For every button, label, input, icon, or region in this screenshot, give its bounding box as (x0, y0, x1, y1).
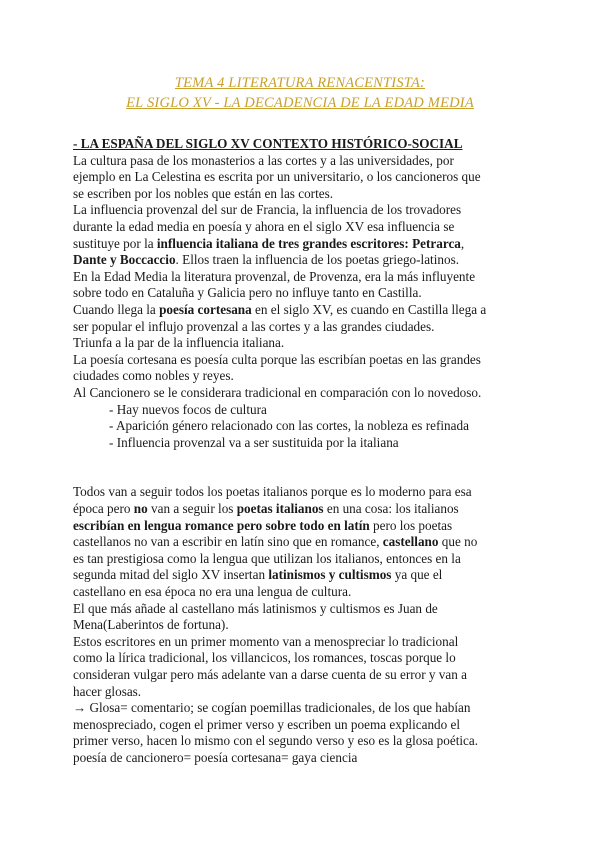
text-line: ejemplo en La Celestina es escrita por un universitario, o los cancioneros que (73, 169, 481, 185)
bullet-item: - Hay nuevos focos de cultura (109, 401, 267, 417)
text-line: castellano en esa época no era una lengua de cultura. (73, 584, 352, 600)
text-line: época pero no van a seguir los poetas italianos en una cosa: los italianos (73, 501, 459, 517)
bullet-item: - Influencia provenzal va a ser sustituida por la italiana (109, 434, 399, 450)
text-line: menospreciado, cogen el primer verso y escriben un poema explicando el (73, 716, 461, 732)
text-line: El que más añade al castellano más latinismos y cultismos es Juan de (73, 600, 438, 616)
text-line: segunda mitad del siglo XV insertan latinismos y cultismos ya que el (73, 567, 443, 583)
text-line: castellanos no van a escribir en latín sino que en romance, castellano que no (73, 534, 478, 550)
text-line: La cultura pasa de los monasterios a las cortes y a las universidades, por (73, 152, 454, 168)
text-line: escribían en lengua romance pero sobre todo en latín pero los poetas (73, 517, 453, 533)
text-line: Al Cancionero se le considerara tradicional en comparación con lo novedoso. (73, 384, 482, 400)
text-line: La poesía cortesana es poesía culta porque las escribían poetas en las grandes (73, 351, 481, 367)
text-line: primer verso, hacen lo mismo con el segundo verso y eso es la glosa poética. (73, 733, 479, 749)
text-line: ser popular el influjo provenzal a las cortes y a las grandes ciudades. (73, 318, 435, 334)
text-line: poesía de cancionero= poesía cortesana= gaya ciencia (73, 749, 358, 765)
text-line: durante la edad media en poesía y ahora en el siglo XV esa influencia se (73, 218, 455, 234)
section-heading: - LA ESPAÑA DEL SIGLO XV CONTEXTO HISTÓRICO-SOCIAL (73, 136, 463, 151)
text-line: Triunfa a la par de la influencia italiana. (73, 335, 285, 351)
text-line: como la lírica tradicional, los villancicos, los romances, toscas porque lo (73, 650, 456, 666)
text-line: La influencia provenzal del sur de Francia, la influencia de los trovadores (73, 202, 462, 218)
text-line: Estos escritores en un primer momento van a menospreciar lo tradicional (73, 633, 459, 649)
title-line-2: EL SIGLO XV - LA DECADENCIA DE LA EDAD MEDIA (126, 95, 474, 111)
bullet-item: - Aparición género relacionado con las cortes, la nobleza es refinada (109, 418, 469, 434)
text-line: sobre todo en Cataluña y Galicia pero no influye tanto en Castilla. (73, 285, 422, 301)
text-line: hacer glosas. (73, 683, 142, 699)
text-line: Mena(Laberintos de fortuna). (73, 617, 229, 633)
text-line: sustituye por la influencia italiana de tres grandes escritores: Petrarca, (73, 235, 465, 251)
text-line: ciudades como nobles y reyes. (73, 368, 234, 384)
spacer (73, 451, 535, 468)
text-line: Todos van a seguir todos los poetas italianos porque es lo moderno para esa (73, 484, 472, 500)
title-line-1: TEMA 4 LITERATURA RENACENTISTA: (174, 75, 426, 91)
text-line: consideran vulgar pero más adelante van a darse cuenta de su error y van a (73, 667, 467, 682)
text-line: se escriben por los nobles que están en las cortes. (73, 185, 334, 201)
spacer (73, 468, 535, 485)
text-line: es tan prestigiosa como la lengua que utilizan los italianos, entonces en la (73, 550, 461, 566)
text-line: → Glosa= comentario; se cogían poemillas tradicionales, de los que habían (73, 700, 471, 716)
text-line: Cuando llega la poesía cortesana en el siglo XV, es cuando en Castilla llega a (73, 301, 487, 317)
document-body (73, 136, 535, 767)
text-line: Dante y Boccaccio. Ellos traen la influencia de los poetas griego-latinos. (73, 252, 459, 268)
text-line: En la Edad Media la literatura provenzal, de Provenza, era la más influyente (73, 268, 476, 284)
